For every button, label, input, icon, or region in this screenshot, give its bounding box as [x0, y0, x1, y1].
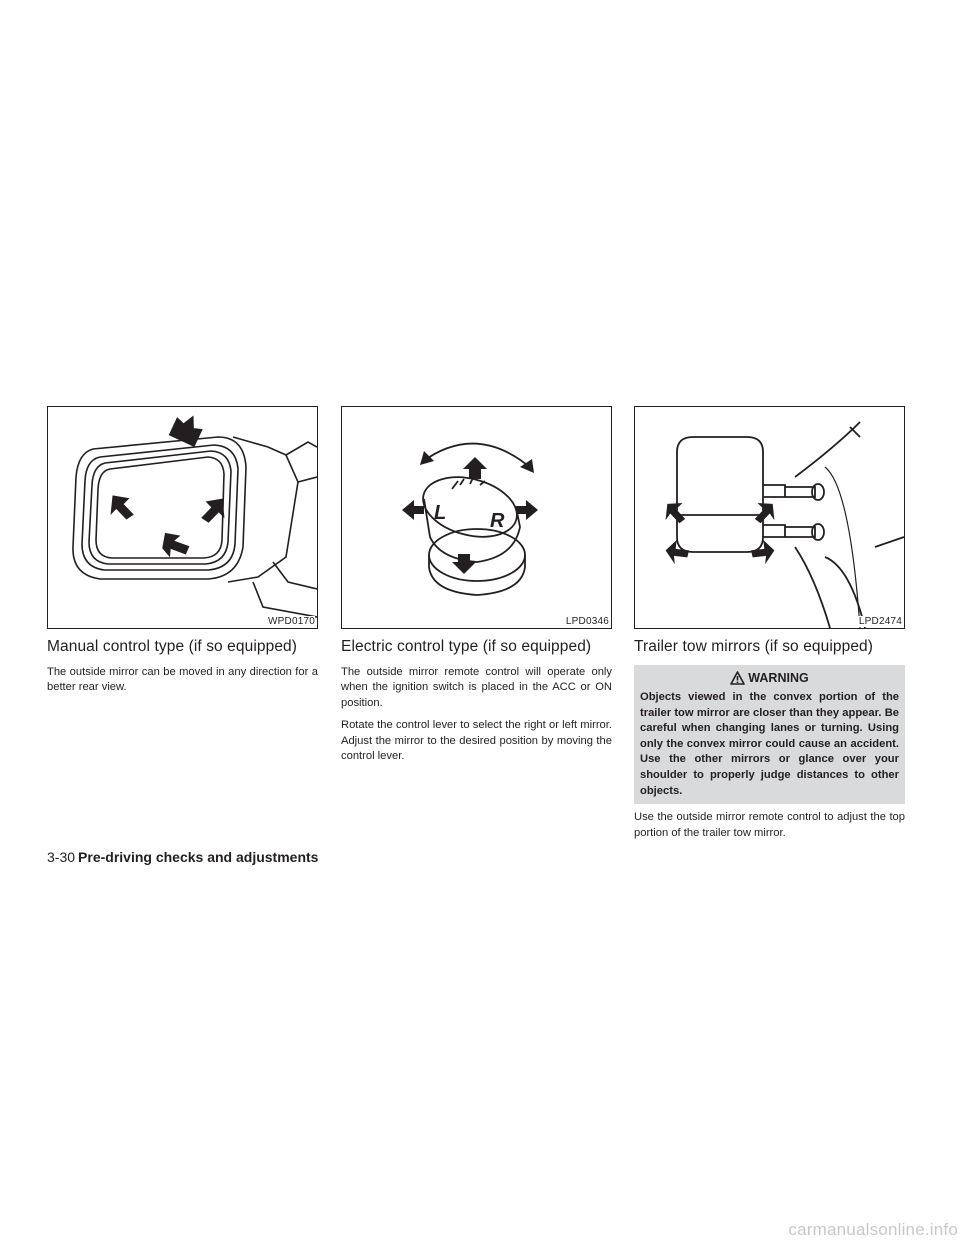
warning-text: Objects viewed in the convex portion of the trailer tow mirror are closer than they appear. Be careful when changing lanes or turning. Using only the convex mirror could cause an accident. Use the other mirrors or glance over your shoulder to properly judge distances to other objects.	[640, 691, 899, 797]
figure-code: WPD0170	[268, 616, 315, 627]
warning-title: WARNING	[748, 671, 809, 685]
section-trailer-tow	[634, 406, 905, 848]
warning-header	[640, 671, 899, 685]
section-heading: Electric control type (if so equipped)	[341, 638, 592, 655]
warning-box	[634, 665, 905, 804]
figure-code: LPD2474	[858, 616, 902, 627]
manual-mirror-illustration	[48, 407, 317, 628]
body-paragraph: Use the outside mirror remote control to adjust the top portion of the trailer tow mirror.	[634, 811, 905, 839]
knob-label-left: L	[434, 502, 447, 524]
figure-electric-control	[341, 406, 612, 629]
control-knob-illustration	[342, 407, 611, 628]
page-footer	[47, 849, 318, 865]
tow-mirror-illustration	[635, 407, 904, 628]
knob-label-right: R	[490, 510, 505, 532]
warning-triangle-icon	[730, 671, 745, 685]
body-paragraph: The outside mirror can be moved in any direction for a better rear view.	[47, 666, 318, 694]
section-heading: Trailer tow mirrors (if so equipped)	[634, 638, 874, 655]
section-electric-control	[341, 406, 612, 771]
figure-manual-mirror	[47, 406, 318, 629]
watermark: carmanualsonline.info	[788, 1220, 958, 1239]
section-manual-control	[47, 406, 318, 703]
body-paragraph: Rotate the control lever to select the right or left mirror. Adjust the mirror to the desired position by moving the control lever.	[341, 719, 612, 763]
chapter-title: Pre-driving checks and adjustments	[78, 849, 319, 865]
page-number: 3-30	[47, 849, 76, 865]
body-paragraph: The outside mirror remote control will operate only when the ignition switch is placed in the ACC or ON position.	[341, 666, 612, 709]
figure-trailer-tow-mirror	[634, 406, 905, 629]
section-heading: Manual control type (if so equipped)	[47, 638, 298, 655]
figure-code: LPD0346	[565, 616, 609, 627]
